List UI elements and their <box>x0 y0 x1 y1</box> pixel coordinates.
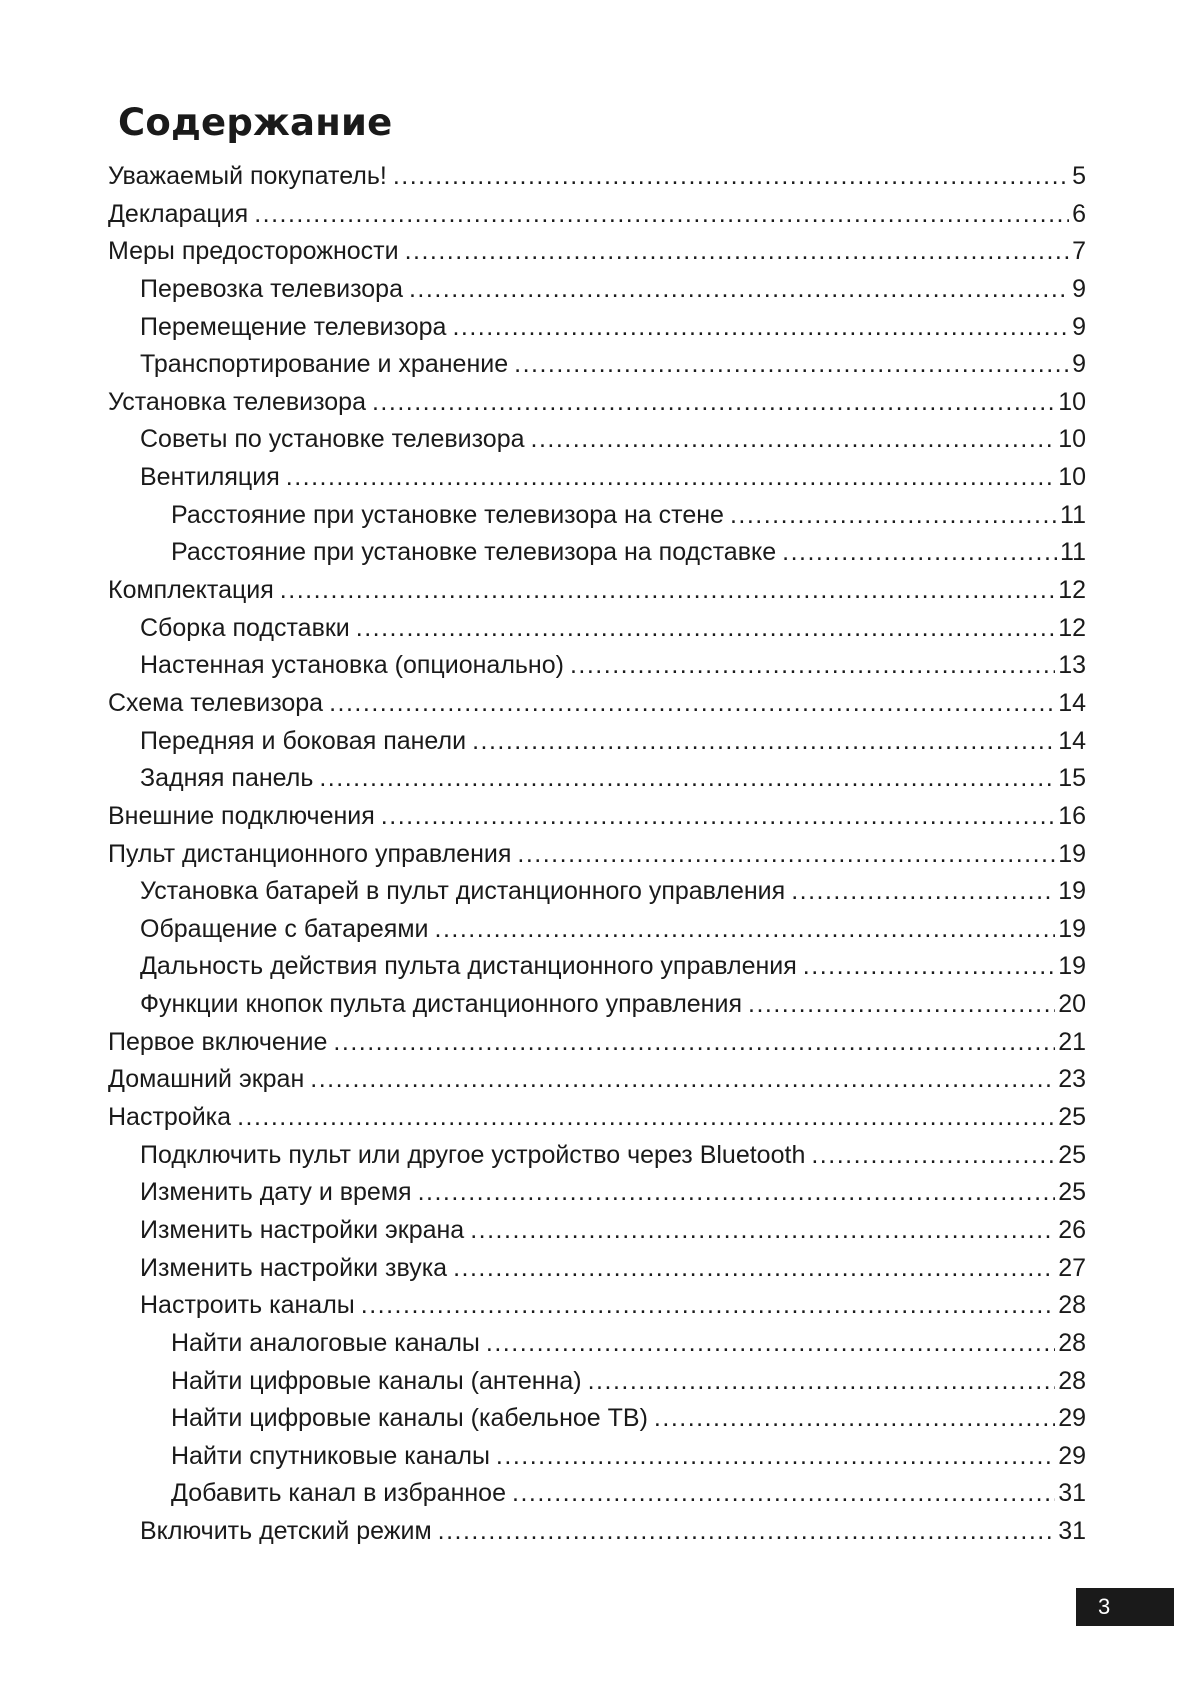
toc-dot-leader <box>381 798 1055 836</box>
toc-entry-page: 27 <box>1058 1253 1086 1282</box>
toc-entry-page: 28 <box>1058 1328 1086 1357</box>
toc-entry[interactable] <box>108 459 1086 497</box>
toc-entry-title: Перевозка телевизора <box>140 274 403 303</box>
toc-entry[interactable] <box>108 1438 1086 1476</box>
toc-dot-leader <box>730 497 1057 535</box>
toc-entry-title: Сборка подставки <box>140 613 350 642</box>
toc-dot-leader <box>654 1400 1055 1438</box>
toc-dot-leader <box>356 610 1055 648</box>
toc-entry-page: 19 <box>1058 914 1086 943</box>
toc-entry[interactable] <box>108 421 1086 459</box>
toc-entry-page: 9 <box>1072 274 1086 303</box>
toc-entry[interactable] <box>108 158 1086 196</box>
toc-entry[interactable] <box>108 572 1086 610</box>
toc-dot-leader <box>452 309 1069 347</box>
toc-dot-leader <box>254 196 1069 234</box>
toc-dot-leader <box>237 1099 1055 1137</box>
toc-entry-page: 16 <box>1058 801 1086 830</box>
toc-dot-leader <box>409 271 1069 309</box>
toc-dot-leader <box>496 1438 1055 1476</box>
toc-entry-page: 29 <box>1058 1441 1086 1470</box>
toc-entry[interactable] <box>108 647 1086 685</box>
toc-entry[interactable] <box>108 760 1086 798</box>
table-of-contents <box>108 158 1086 1551</box>
toc-entry-title: Транспортирование и хранение <box>140 350 509 379</box>
toc-entry[interactable] <box>108 1024 1086 1062</box>
toc-entry-title: Советы по установке телевизора <box>140 425 525 454</box>
toc-entry[interactable] <box>108 384 1086 422</box>
toc-dot-leader <box>418 1174 1056 1212</box>
toc-dot-leader <box>486 1325 1055 1363</box>
toc-entry[interactable] <box>108 1513 1086 1551</box>
toc-entry-page: 28 <box>1058 1366 1086 1395</box>
toc-entry[interactable] <box>108 685 1086 723</box>
toc-entry-page: 20 <box>1058 990 1086 1019</box>
toc-entry-page: 9 <box>1072 350 1086 379</box>
toc-entry[interactable] <box>108 873 1086 911</box>
toc-entry[interactable] <box>108 723 1086 761</box>
toc-dot-leader <box>333 1024 1055 1062</box>
toc-entry-page: 19 <box>1058 952 1086 981</box>
toc-entry-title: Меры предосторожности <box>108 237 399 266</box>
page-number: 3 <box>1076 1588 1174 1626</box>
toc-entry-title: Обращение с батареями <box>140 914 429 943</box>
toc-entry-page: 19 <box>1058 877 1086 906</box>
toc-dot-leader <box>803 948 1055 986</box>
toc-dot-leader <box>280 572 1055 610</box>
toc-entry-page: 25 <box>1058 1178 1086 1207</box>
page-title: Содержание <box>118 101 393 144</box>
toc-dot-leader <box>329 685 1055 723</box>
toc-entry[interactable] <box>108 1212 1086 1250</box>
toc-entry-title: Комплектация <box>108 576 274 605</box>
toc-entry-page: 23 <box>1058 1065 1086 1094</box>
toc-dot-leader <box>361 1287 1055 1325</box>
toc-dot-leader <box>319 760 1055 798</box>
toc-entry[interactable] <box>108 1475 1086 1513</box>
toc-dot-leader <box>405 233 1070 271</box>
toc-entry[interactable] <box>108 497 1086 535</box>
toc-entry[interactable] <box>108 986 1086 1024</box>
toc-entry-title: Первое включение <box>108 1027 328 1056</box>
toc-dot-leader <box>514 346 1069 384</box>
toc-dot-leader <box>791 873 1055 911</box>
toc-entry-title: Добавить канал в избранное <box>171 1479 506 1508</box>
toc-entry-title: Передняя и боковая панели <box>140 726 467 755</box>
toc-entry[interactable] <box>108 1250 1086 1288</box>
toc-entry-title: Установка телевизора <box>108 387 366 416</box>
toc-entry-page: 14 <box>1058 726 1086 755</box>
toc-entry[interactable] <box>108 798 1086 836</box>
toc-dot-leader <box>372 384 1055 422</box>
toc-entry-title: Настройка <box>108 1103 232 1132</box>
toc-entry-title: Домашний экран <box>108 1065 305 1094</box>
toc-entry-page: 13 <box>1058 651 1086 680</box>
toc-entry-title: Найти цифровые каналы (кабельное ТВ) <box>171 1404 648 1433</box>
toc-entry-page: 28 <box>1058 1291 1086 1320</box>
toc-dot-leader <box>570 647 1055 685</box>
toc-entry-page: 12 <box>1058 613 1086 642</box>
toc-entry-page: 5 <box>1072 162 1086 190</box>
toc-dot-leader <box>393 158 1069 196</box>
toc-entry-title: Изменить настройки звука <box>140 1253 448 1282</box>
toc-entry-title: Найти аналоговые каналы <box>171 1328 480 1357</box>
toc-entry[interactable] <box>108 1174 1086 1212</box>
toc-entry-title: Вентиляция <box>140 463 280 492</box>
toc-entry-title: Изменить дату и время <box>140 1178 412 1207</box>
toc-entry-title: Функции кнопок пульта дистанционного управления <box>140 990 742 1019</box>
toc-entry-title: Найти цифровые каналы (антенна) <box>171 1366 582 1395</box>
toc-entry-page: 11 <box>1060 538 1086 567</box>
toc-entry[interactable] <box>108 1061 1086 1099</box>
toc-dot-leader <box>811 1137 1055 1175</box>
toc-entry[interactable] <box>108 196 1086 234</box>
toc-entry[interactable] <box>108 1363 1086 1401</box>
toc-dot-leader <box>782 534 1057 572</box>
toc-entry-page: 25 <box>1058 1140 1086 1169</box>
toc-entry[interactable] <box>108 1137 1086 1175</box>
toc-dot-leader <box>453 1250 1055 1288</box>
toc-entry[interactable] <box>108 309 1086 347</box>
toc-entry-title: Настроить каналы <box>140 1291 355 1320</box>
toc-entry-title: Изменить настройки экрана <box>140 1215 465 1244</box>
toc-entry-title: Декларация <box>108 199 249 228</box>
toc-entry-page: 29 <box>1058 1404 1086 1433</box>
toc-entry-title: Подключить пульт или другое устройство через Bluetooth <box>140 1140 806 1169</box>
toc-entry[interactable] <box>108 911 1086 949</box>
toc-entry[interactable] <box>108 534 1086 572</box>
toc-entry-title: Установка батарей в пульт дистанционного управления <box>140 877 786 906</box>
toc-entry-page: 31 <box>1058 1517 1086 1546</box>
toc-entry-title: Схема телевизора <box>108 688 324 717</box>
toc-dot-leader <box>310 1061 1055 1099</box>
toc-entry-page: 31 <box>1058 1479 1086 1508</box>
toc-dot-leader <box>435 911 1056 949</box>
toc-dot-leader <box>472 723 1055 761</box>
toc-entry-title: Дальность действия пульта дистанционного управления <box>140 952 797 981</box>
toc-entry-page: 12 <box>1058 576 1086 605</box>
toc-entry-page: 9 <box>1072 312 1086 341</box>
toc-dot-leader <box>748 986 1055 1024</box>
toc-entry[interactable] <box>108 233 1086 271</box>
toc-dot-leader <box>286 459 1055 497</box>
toc-entry-page: 15 <box>1058 764 1086 793</box>
toc-entry-title: Пульт дистанционного управления <box>108 839 512 868</box>
toc-entry-title: Включить детский режим <box>140 1517 432 1546</box>
toc-dot-leader <box>470 1212 1055 1250</box>
toc-dot-leader <box>531 421 1056 459</box>
toc-entry[interactable] <box>108 1400 1086 1438</box>
toc-entry-title: Перемещение телевизора <box>140 312 447 341</box>
toc-entry-title: Внешние подключения <box>108 801 375 830</box>
toc-entry[interactable] <box>108 346 1086 384</box>
toc-entry[interactable] <box>108 1099 1086 1137</box>
toc-entry-title: Настенная установка (опционально) <box>140 651 564 680</box>
toc-entry-page: 26 <box>1058 1215 1086 1244</box>
toc-entry-page: 25 <box>1058 1103 1086 1132</box>
toc-entry-title: Задняя панель <box>140 764 314 793</box>
toc-entry-page: 21 <box>1058 1027 1086 1056</box>
toc-dot-leader <box>588 1363 1056 1401</box>
toc-entry-title: Расстояние при установке телевизора на стене <box>171 500 724 529</box>
toc-entry[interactable] <box>108 1325 1086 1363</box>
toc-entry[interactable] <box>108 1287 1086 1325</box>
toc-entry-page: 10 <box>1058 387 1086 416</box>
toc-entry-title: Уважаемый покупатель! <box>108 162 387 190</box>
toc-entry-page: 6 <box>1072 199 1086 228</box>
toc-entry-title: Расстояние при установке телевизора на подставке <box>171 538 777 567</box>
toc-entry-page: 19 <box>1058 839 1086 868</box>
toc-entry[interactable] <box>108 610 1086 648</box>
toc-entry[interactable] <box>108 836 1086 874</box>
toc-dot-leader <box>517 836 1055 874</box>
toc-entry-page: 11 <box>1060 500 1086 529</box>
toc-entry-page: 10 <box>1058 463 1086 492</box>
toc-entry-title: Найти спутниковые каналы <box>171 1441 490 1470</box>
toc-dot-leader <box>438 1513 1056 1551</box>
toc-dot-leader <box>512 1475 1055 1513</box>
toc-entry[interactable] <box>108 271 1086 309</box>
toc-entry-page: 7 <box>1072 237 1086 266</box>
toc-entry-page: 10 <box>1058 425 1086 454</box>
toc-entry[interactable] <box>108 948 1086 986</box>
toc-entry-page: 14 <box>1058 688 1086 717</box>
